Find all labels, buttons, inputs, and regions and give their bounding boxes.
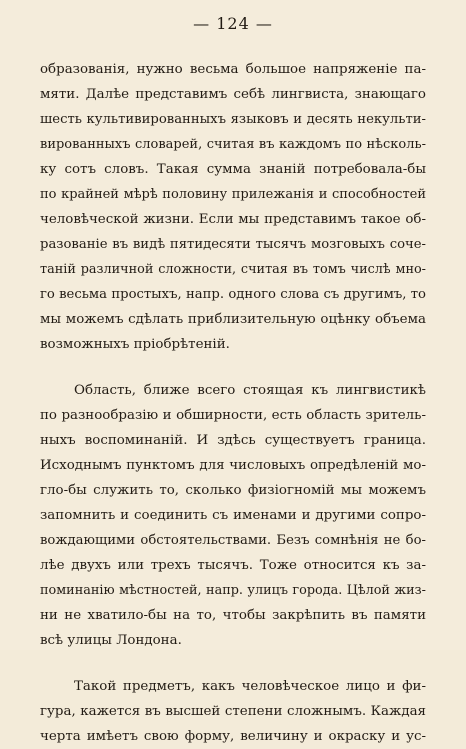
paragraph-3 [40,674,426,749]
text-line: Исходнымъ пунктомъ для числовыхъ опредѣленій мо- [40,458,426,473]
text-line: шесть культивированныхъ языковъ и десять некульти- [40,112,426,127]
text-line: гура, кажется въ высшей степени сложнымъ. Каждая [40,704,426,719]
page-number: — 124 — [193,14,273,33]
text-line: вождающими обстоятельствами. Безъ сомнѣнія не бо- [40,533,426,548]
paragraph-2 [40,378,426,653]
text-line: возможныхъ пріобрѣтеній. [40,337,230,352]
text-line: ни не хватило-бы на то, чтобы закрѣпить въ памяти [40,608,426,623]
text-line: гло-бы служить то, сколько физіогномій мы можемъ [40,483,426,498]
text-line: го весьма простыхъ, напр. одного слова съ другимъ, то [40,287,426,302]
text-line: по крайней мѣрѣ половину прилежанія и способностей [40,187,426,202]
text-line: Область, ближе всего стоящая къ лингвистикѣ [74,383,426,398]
text-line: запомнить и соединить съ именами и другими сопро- [40,508,426,523]
text-line: Такой предметъ, какъ человѣческое лицо и фи- [74,679,426,694]
text-line: ныхъ воспоминаній. И здѣсь существуетъ граница. [40,433,426,448]
text-line: человѣческой жизни. Если мы представимъ такое об- [40,212,426,227]
text-line: мяти. Далѣе представимъ себѣ лингвиста, знающаго [40,87,426,102]
text-line: разованіе въ видѣ пятидесяти тысячъ мозговыхъ соче- [40,237,426,252]
text-line: по разнообразію и обширности, есть область зритель- [40,408,426,423]
text-line: мы можемъ сдѣлать приблизительную оцѣнку объема [40,312,426,327]
text-line: всѣ улицы Лондона. [40,633,182,648]
text-line: вированныхъ словарей, считая въ каждомъ по нѣсколь- [40,137,426,152]
text-line: образованія, нужно весьма большое напряженіе па- [40,62,426,77]
text-line: ку сотъ словъ. Такая сумма знаній потребовала-бы [40,162,426,177]
paragraph-1 [40,57,426,357]
text-line: поминанію мѣстностей, напр. улицъ города. Цѣлой жиз- [40,583,426,598]
text-line: черта имѣетъ свою форму, величину и окраску и ус- [40,729,426,744]
text-line: лѣе двухъ или трехъ тысячъ. Тоже относится къ за- [40,558,426,573]
text-line: таній различной сложности, считая въ томъ числѣ мно- [40,262,426,277]
